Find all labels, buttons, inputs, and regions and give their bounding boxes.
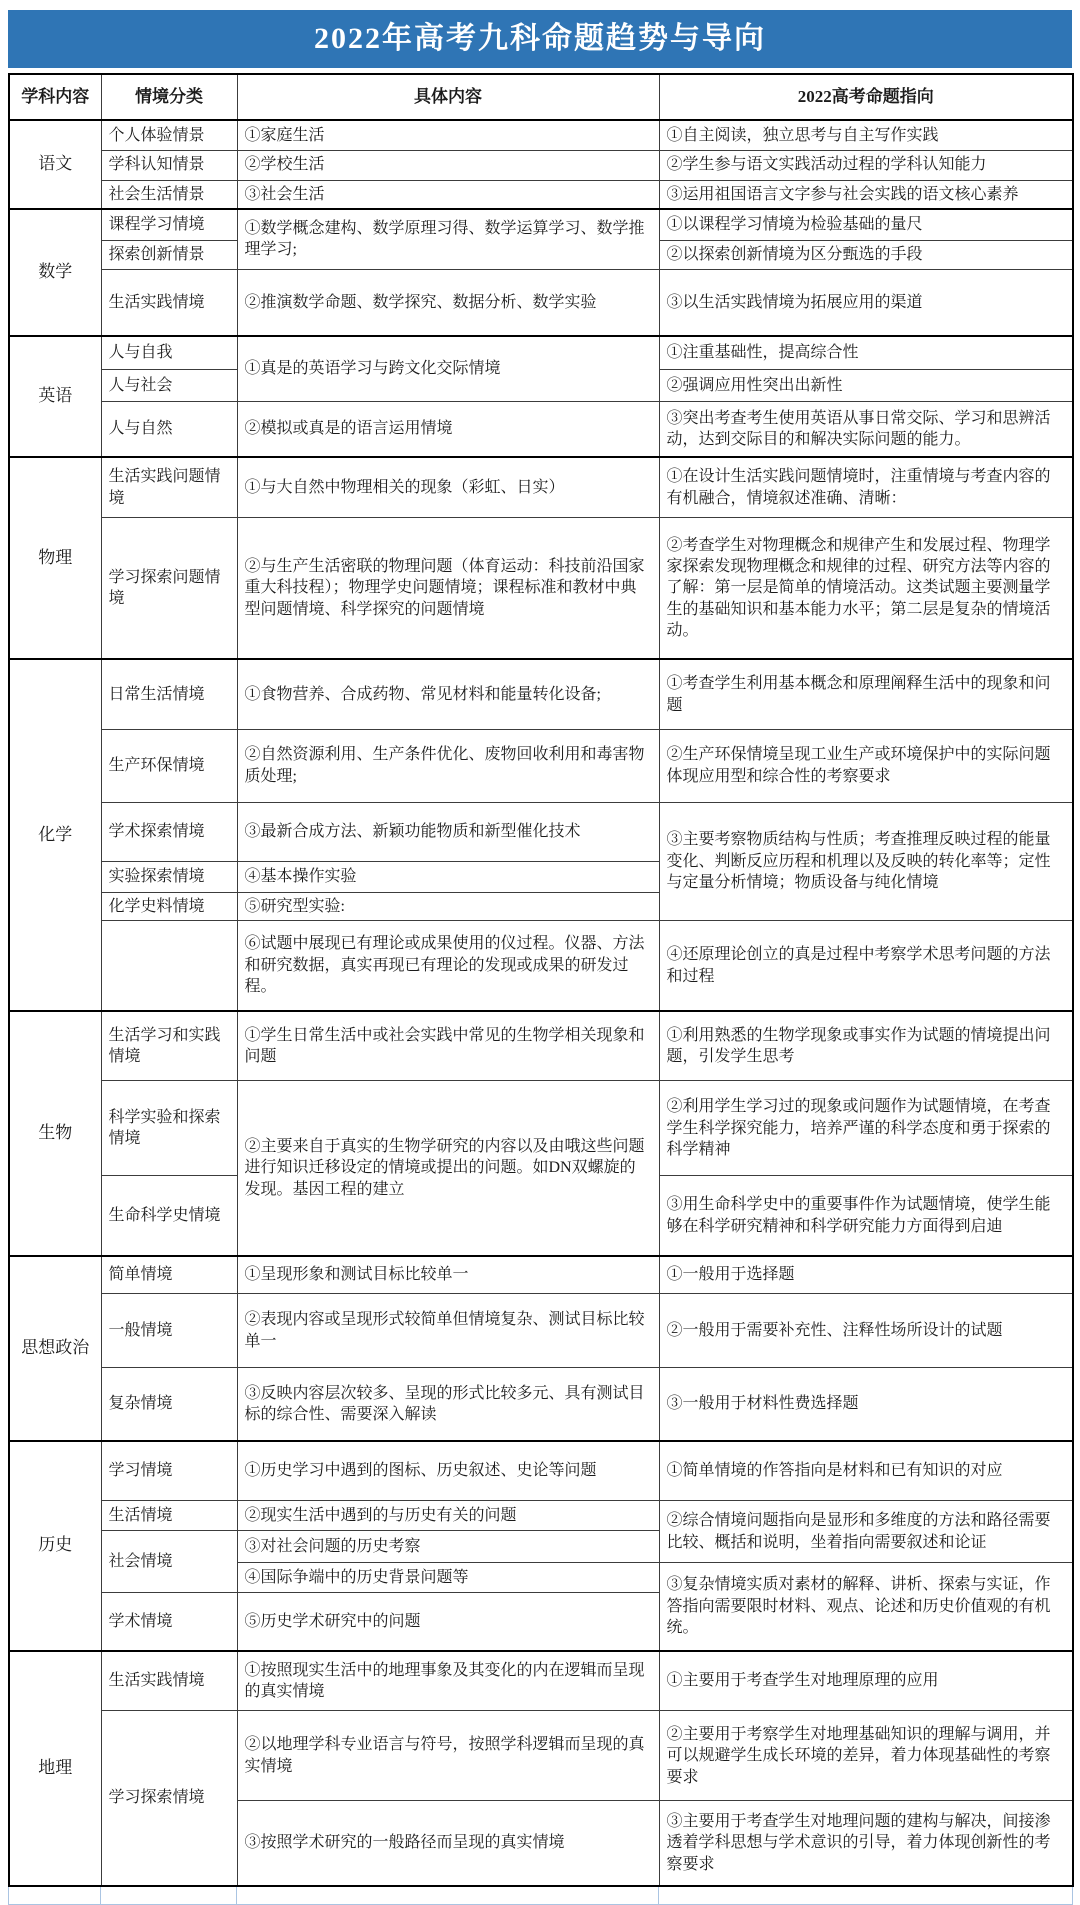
cell-context: 简单情境 [101, 1256, 237, 1294]
table-row [9, 1294, 1073, 1368]
cell-subject: 思想政治 [9, 1256, 101, 1441]
table-row [9, 1081, 1073, 1176]
cell-content: ①家庭生活 [237, 120, 659, 150]
cell-content: ④基本操作实验 [237, 861, 659, 892]
cell-direction: ③用生命科学史中的重要事件作为试题情境，使学生能够在科学研究精神和科学研究能力方面得到启迪 [659, 1176, 1073, 1256]
table-row [9, 401, 1073, 457]
cell-subject: 生物 [9, 1011, 101, 1256]
cell-content: ①学生日常生活中或社会实践中常见的生物学相关现象和问题 [237, 1011, 659, 1081]
cell-direction: ②综合情境问题指向是显形和多维度的方法和路径需要比较、概括和说明，坐着指向需要叙述和论证 [659, 1501, 1073, 1563]
table-row [9, 1441, 1073, 1501]
table-row [9, 1501, 1073, 1531]
table-row [9, 517, 1073, 659]
table-row [9, 729, 1073, 802]
section-history [9, 1441, 1073, 1651]
cell-direction: ①简单情境的作答指向是材料和已有知识的对应 [659, 1441, 1073, 1501]
table-row [9, 150, 1073, 180]
cell-context: 学术探索情境 [101, 802, 237, 861]
cell-direction: ②主要用于考察学生对地理基础知识的理解与调用，并可以规避学生成长环境的差异，着力体现基础性的考察要求 [659, 1711, 1073, 1801]
table-row [9, 336, 1073, 369]
cell-context: 学科认知情景 [101, 150, 237, 180]
cell-context: 生活学习和实践情境 [101, 1011, 237, 1081]
cell-context: 日常生活情境 [101, 659, 237, 729]
cell-subject: 物理 [9, 457, 101, 659]
cell-direction: ①在设计生活实践问题情境时，注重情境与考查内容的有机融合，情境叙述准确、清晰： [659, 457, 1073, 517]
table-header [9, 74, 1073, 120]
cell-context: 一般情境 [101, 1294, 237, 1368]
trends-table [8, 73, 1074, 1887]
cell-content: ③按照学术研究的一般路径而呈现的真实情境 [237, 1801, 659, 1886]
table-row [9, 1011, 1073, 1081]
cell-context: 学习探索情境 [101, 1711, 237, 1886]
cell-context: 人与社会 [101, 369, 237, 401]
cell-direction: ③主要用于考查学生对地理问题的建构与解决，间接渗透着学科思想与学术意识的引导，着力体现创新性的考察要求 [659, 1801, 1073, 1886]
table-row [9, 269, 1073, 336]
section-biology [9, 1011, 1073, 1256]
cell-context: 社会情境 [101, 1531, 237, 1593]
cell-context: 生活实践情境 [101, 1651, 237, 1711]
cell-content: ③社会生活 [237, 180, 659, 209]
cell-direction: ③一般用于材料性费选择题 [659, 1368, 1073, 1441]
cell-subject: 化学 [9, 659, 101, 1010]
cell-direction: ②以探索创新情境为区分甄选的手段 [659, 241, 1073, 269]
cell-direction: ②强调应用性突出出新性 [659, 369, 1073, 401]
cell-context: 生活实践问题情境 [101, 457, 237, 517]
cell-subject: 地理 [9, 1651, 101, 1886]
cell-context: 学习探索问题情境 [101, 517, 237, 659]
header-context: 情境分类 [101, 74, 237, 120]
cell-content: ②模拟或真是的语言运用情境 [237, 401, 659, 457]
cell-direction: ①利用熟悉的生物学现象或事实作为试题的情境提出问题，引发学生思考 [659, 1011, 1073, 1081]
table-row [9, 1368, 1073, 1441]
cell-direction: ①注重基础性，提高综合性 [659, 336, 1073, 369]
spreadsheet-gridline-row [8, 1887, 1073, 1905]
table-row [9, 1256, 1073, 1294]
cell-direction: ③突出考查考生使用英语从事日常交际、学习和思辨活动，达到交际目的和解决实际问题的能力。 [659, 401, 1073, 457]
cell-content: ④国际争端中的历史背景问题等 [237, 1563, 659, 1593]
section-math [9, 209, 1073, 336]
cell-subject: 数学 [9, 209, 101, 336]
section-geography [9, 1651, 1073, 1886]
cell-context: 生活实践情境 [101, 269, 237, 336]
cell-direction: ②学生参与语文实践活动过程的学科认知能力 [659, 150, 1073, 180]
cell-subject: 语文 [9, 120, 101, 209]
table-row [9, 209, 1073, 241]
cell-content: ①真是的英语学习与跨文化交际情境 [237, 336, 659, 401]
section-politics [9, 1256, 1073, 1441]
cell-direction: ②考查学生对物理概念和规律产生和发展过程、物理学家探索发现物理概念和规律的过程、研究方法等内容的了解：第一层是简单的情境活动。这类试题主要测量学生的基础知识和基本能力水平；第二层是复杂的情境活动。 [659, 517, 1073, 659]
cell-context [101, 921, 237, 1011]
section-physics [9, 457, 1073, 659]
table-row [9, 1711, 1073, 1801]
cell-direction: ③复杂情境实质对素材的解释、讲析、探索与实证，作答指向需要限时材料、观点、论述和历史价值观的有机统。 [659, 1563, 1073, 1651]
cell-content: ②以地理学科专业语言与符号，按照学科逻辑而呈现的真实情境 [237, 1711, 659, 1801]
cell-direction: ②利用学生学习过的现象或问题作为试题情境，在考查学生科学探究能力，培养严谨的科学态度和勇于探索的科学精神 [659, 1081, 1073, 1176]
section-chinese [9, 120, 1073, 209]
cell-content: ①历史学习中遇到的图标、历史叙述、史论等问题 [237, 1441, 659, 1501]
cell-content: ⑤历史学术研究中的问题 [237, 1593, 659, 1651]
gridline-cell [237, 1887, 659, 1905]
cell-context: 生活情境 [101, 1501, 237, 1531]
cell-content: ②主要来自于真实的生物学研究的内容以及由哦这些问题进行知识迁移设定的情境或提出的问题。如DN双螺旋的发现。基因工程的建立 [237, 1081, 659, 1256]
cell-content: ⑥试题中展现已有理论或成果使用的仪过程。仪器、方法和研究数据，真实再现已有理论的发现或成果的研发过程。 [237, 921, 659, 1011]
title-banner [8, 10, 1072, 68]
gridline-cell [9, 1887, 101, 1905]
table-row [9, 120, 1073, 150]
cell-direction: ④还原理论创立的真是过程中考察学术思考问题的方法和过程 [659, 921, 1073, 1011]
cell-content: ②表现内容或呈现形式较简单但情境复杂、测试目标比较单一 [237, 1294, 659, 1368]
cell-content: ②学校生活 [237, 150, 659, 180]
cell-context: 个人体验情景 [101, 120, 237, 150]
cell-content: ③对社会问题的历史考察 [237, 1531, 659, 1563]
cell-subject: 英语 [9, 336, 101, 457]
table-row [9, 921, 1073, 1011]
cell-context: 课程学习情境 [101, 209, 237, 241]
table-row [9, 659, 1073, 729]
cell-context: 生产环保情境 [101, 729, 237, 802]
section-chemistry [9, 659, 1073, 1010]
cell-context: 学术情境 [101, 1593, 237, 1651]
cell-content: ①数学概念建构、数学原理习得、数学运算学习、数学推理学习; [237, 209, 659, 269]
header-subject: 学科内容 [9, 74, 101, 120]
cell-content: ⑤研究型实验: [237, 892, 659, 920]
gridline-cell [101, 1887, 237, 1905]
cell-content: ②推演数学命题、数学探究、数据分析、数学实验 [237, 269, 659, 336]
cell-context: 人与自然 [101, 401, 237, 457]
cell-subject: 历史 [9, 1441, 101, 1651]
cell-content: ③反映内容层次较多、呈现的形式比较多元、具有测试目标的综合性、需要深入解读 [237, 1368, 659, 1441]
cell-context: 复杂情境 [101, 1368, 237, 1441]
cell-content: ①按照现实生活中的地理事象及其变化的内在逻辑而呈现的真实情境 [237, 1651, 659, 1711]
table-row [9, 180, 1073, 209]
cell-content: ②现实生活中遇到的与历史有关的问题 [237, 1501, 659, 1531]
page-title: 2022年高考九科命题趋势与导向 [314, 22, 766, 55]
cell-direction: ①主要用于考查学生对地理原理的应用 [659, 1651, 1073, 1711]
cell-direction: ③主要考察物质结构与性质；考查推理反映过程的能量变化、判断反应历程和机理以及反映的转化率等；定性与定量分析情境；物质设备与纯化情境 [659, 802, 1073, 920]
header-direction: 2022高考命题指向 [659, 74, 1073, 120]
cell-context: 实验探索情境 [101, 861, 237, 892]
cell-direction: ②生产环保情境呈现工业生产或环境保护中的实际问题体现应用型和综合性的考察要求 [659, 729, 1073, 802]
cell-direction: ①考查学生利用基本概念和原理阐释生活中的现象和问题 [659, 659, 1073, 729]
header-content: 具体内容 [237, 74, 659, 120]
cell-direction: ③以生活实践情境为拓展应用的渠道 [659, 269, 1073, 336]
cell-content: ②自然资源利用、生产条件优化、废物回收利用和毒害物质处理; [237, 729, 659, 802]
cell-content: ②与生产生活密联的物理问题（体育运动：科技前沿国家重大科技程）；物理学史问题情境；课程标准和教材中典型问题情境、科学探究的问题情境 [237, 517, 659, 659]
cell-content: ①食物营养、合成药物、常见材料和能量转化设备; [237, 659, 659, 729]
cell-direction: ①一般用于选择题 [659, 1256, 1073, 1294]
cell-context: 科学实验和探索情境 [101, 1081, 237, 1176]
cell-direction: ①以课程学习情境为检验基础的量尺 [659, 209, 1073, 241]
table-row [9, 802, 1073, 861]
table-row [9, 1651, 1073, 1711]
cell-context: 学习情境 [101, 1441, 237, 1501]
section-english [9, 336, 1073, 457]
cell-direction: ③运用祖国语言文字参与社会实践的语文核心素养 [659, 180, 1073, 209]
gridline-cell [659, 1887, 1073, 1905]
cell-direction: ①自主阅读，独立思考与自主写作实践 [659, 120, 1073, 150]
cell-context: 生命科学史情境 [101, 1176, 237, 1256]
cell-context: 社会生活情景 [101, 180, 237, 209]
cell-content: ③最新合成方法、新颖功能物质和新型催化技术 [237, 802, 659, 861]
cell-context: 人与自我 [101, 336, 237, 369]
cell-context: 探索创新情景 [101, 241, 237, 269]
table-row [9, 457, 1073, 517]
cell-context: 化学史料情境 [101, 892, 237, 920]
header-row [9, 74, 1073, 120]
cell-content: ①与大自然中物理相关的现象（彩虹、日实） [237, 457, 659, 517]
cell-direction: ②一般用于需要补充性、注释性场所设计的试题 [659, 1294, 1073, 1368]
cell-content: ①呈现形象和测试目标比较单一 [237, 1256, 659, 1294]
